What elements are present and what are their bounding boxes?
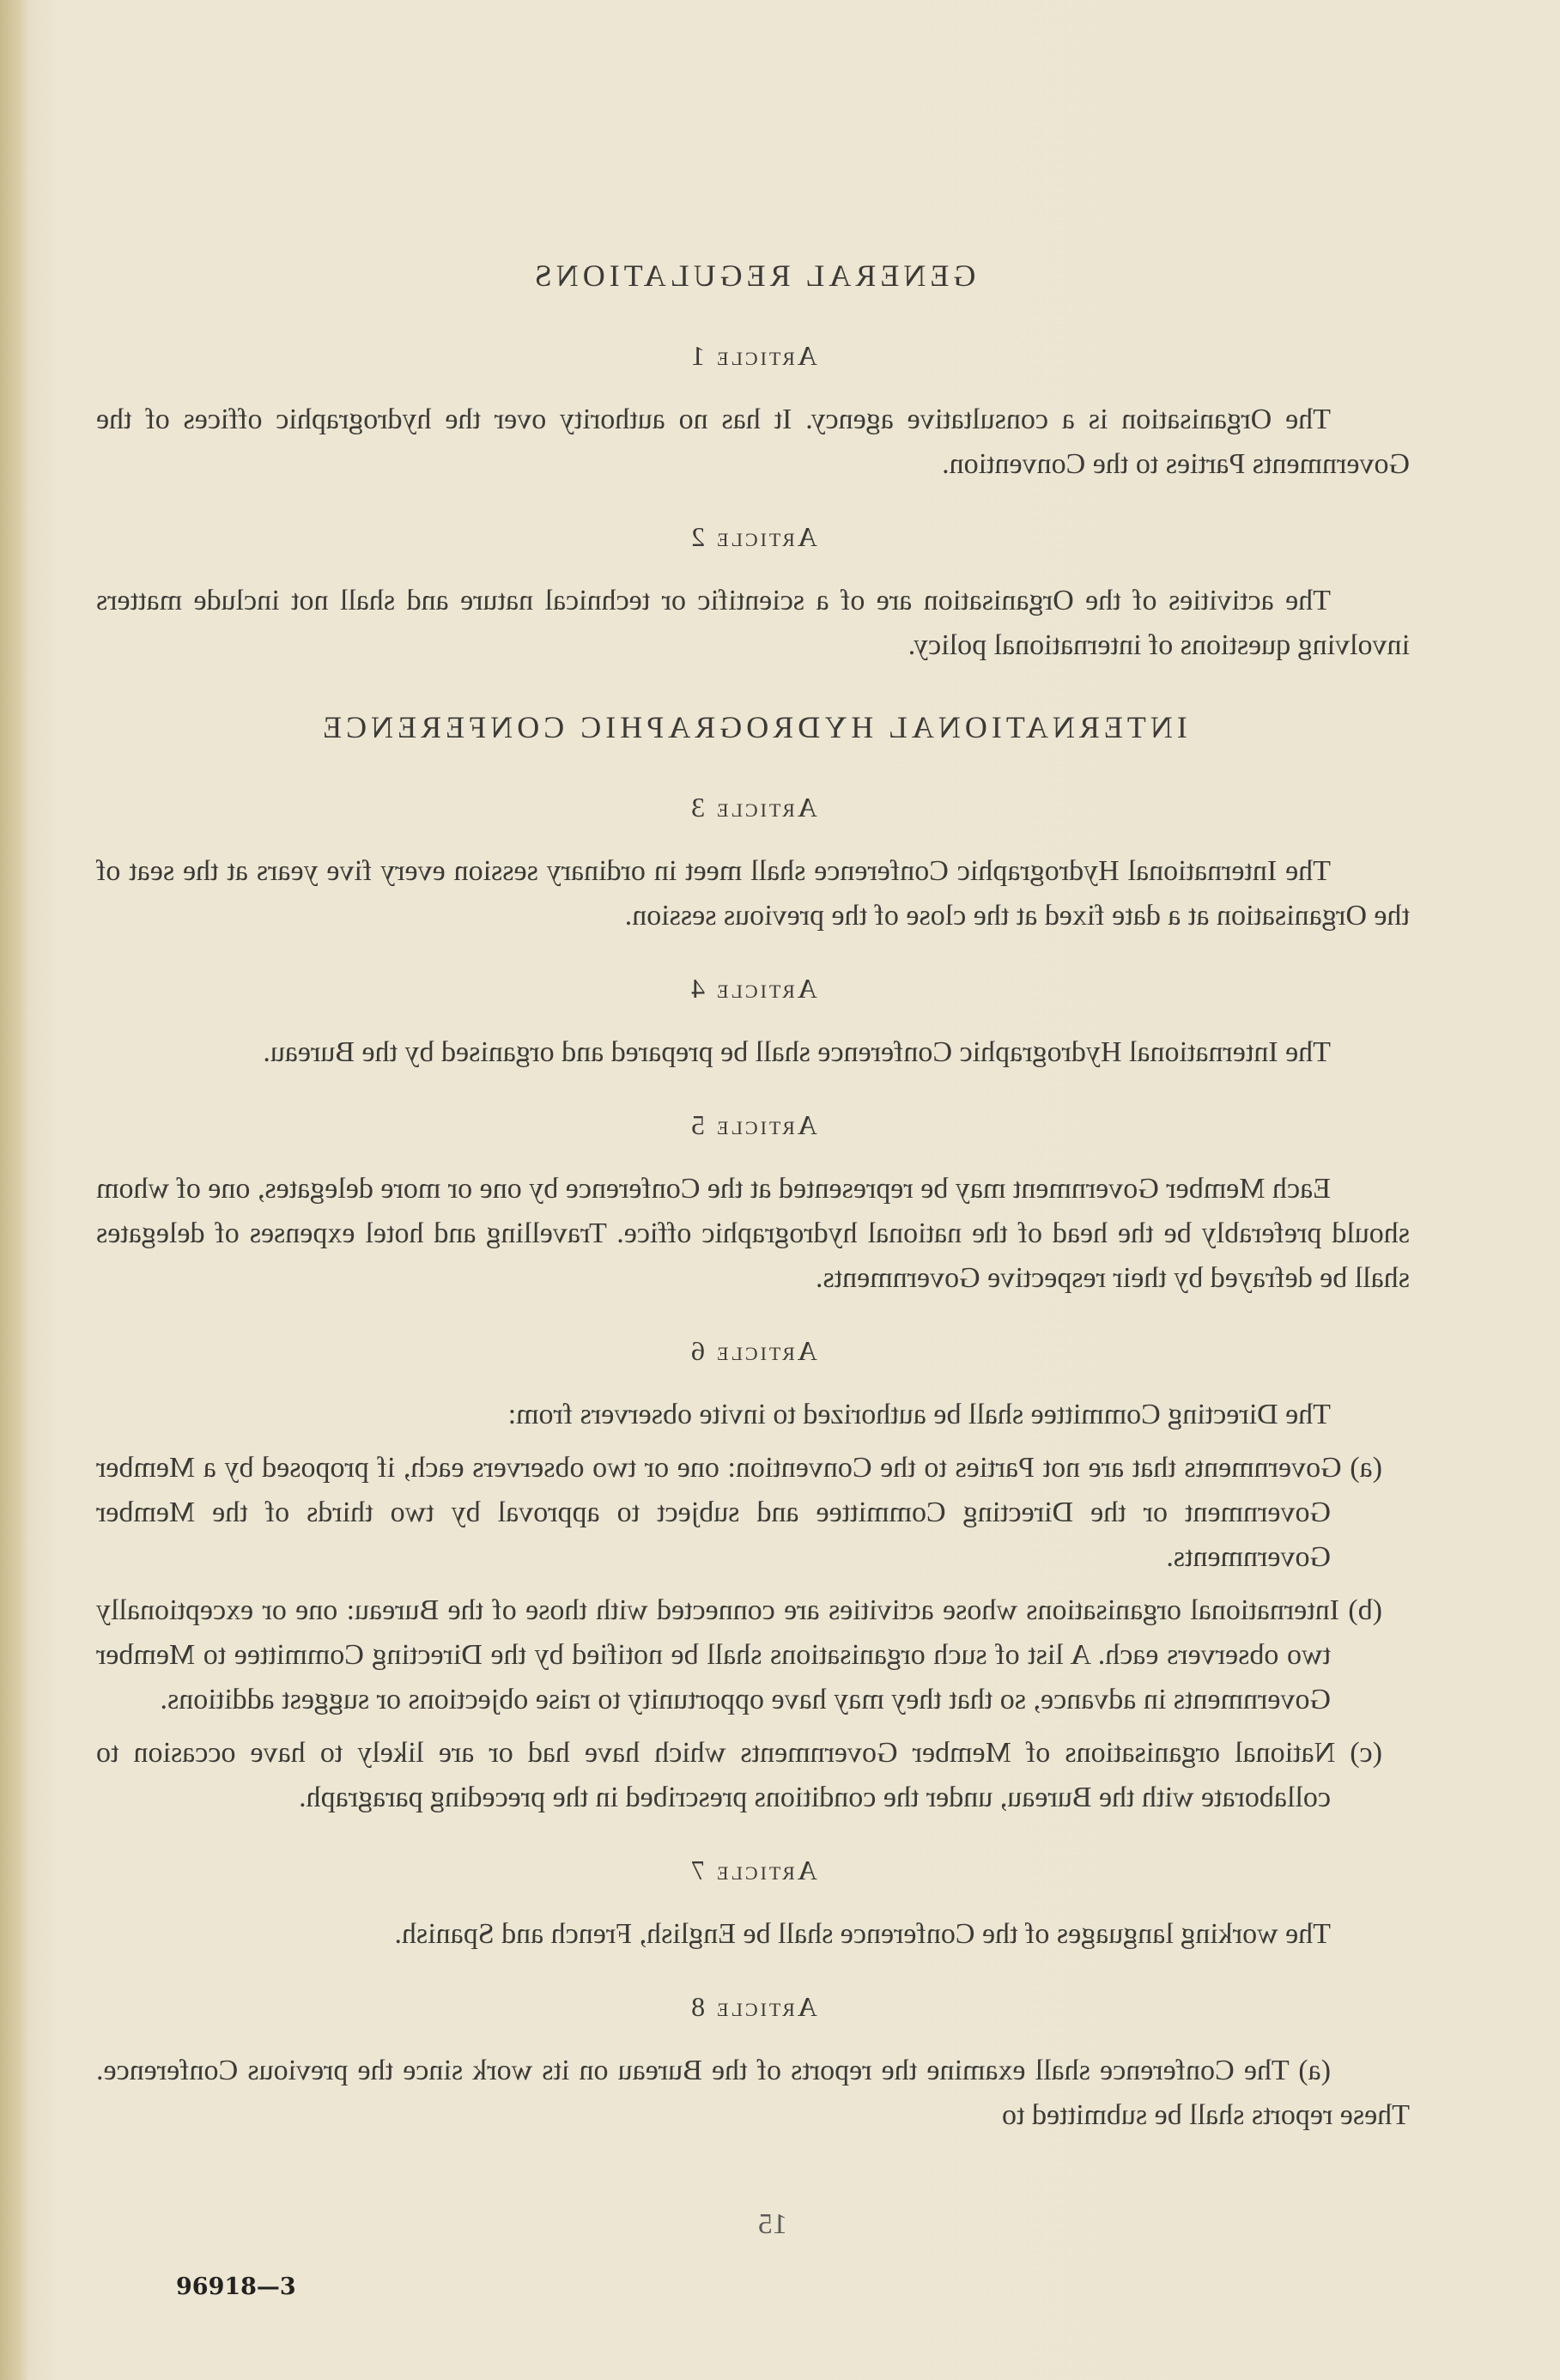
article-3-title: Article 3	[689, 792, 817, 823]
article-1-text: The Organisation is a consultative agency. It has no authority over the hydrographic offices of the Governments Parties to the Convention.	[96, 404, 1410, 480]
article-4-text: The International Hydrographic Conference shall be prepared and organised by the Bureau.	[263, 1036, 1331, 1068]
page-number: 15	[758, 2208, 787, 2240]
page-binding-shadow	[0, 0, 29, 2380]
section-title-conference: INTERNATIONAL HYDROGRAPHIC CONFERENCE	[319, 710, 1187, 744]
article-6-item-a: (a) Governments that are not Parties to the Convention: one or two observers each, if proposed by a Member Government or the Directing Committee and subject to approval by two thirds of the Member Governments.	[96, 1452, 1382, 1573]
article-2-title: Article 2	[689, 521, 817, 552]
article-7-text: The working languages of the Conference shall be English, French and Spanish.	[394, 1918, 1331, 1950]
article-5-text: Each Member Government may be represented at the Conference by one or more delegates, one of whom should preferably be the head of the national hydrographic office. Travelling and hotel expenses of delegates shall be defrayed by their respective Governments.	[96, 1173, 1410, 1294]
article-8-text: (a) The Conference shall examine the reports of the Bureau on its work since the previous Conference. These reports shall be submitted to	[96, 2055, 1410, 2131]
article-4-title: Article 4	[689, 973, 817, 1004]
article-1-title: Article 1	[689, 340, 817, 371]
article-2-text: The activities of the Organisation are of a scientific or technical nature and shall not include matters involving questions of international policy.	[96, 585, 1410, 661]
article-6-item-b: (b) International organisations whose activities are connected with those of the Bureau: one or exceptionally two observers each. A list of such organisations shall be notified by the Directing Committee to Member Governments in advance, so that they may have opportunity to raise objections or suggest additions.	[96, 1594, 1382, 1715]
print-code: 96918—3	[176, 2274, 296, 2300]
section-title-general: GENERAL REGULATIONS	[530, 258, 976, 293]
article-8-title: Article 8	[689, 1991, 817, 2022]
article-6-item-c: (c) National organisations of Member Governments which have had or are likely to have occasion to collaborate with the Bureau, under the conditions prescribed in the preceding paragraph.	[96, 1737, 1382, 1813]
article-6-title: Article 6	[689, 1335, 817, 1366]
article-7-title: Article 7	[689, 1855, 817, 1885]
article-6-intro: The Directing Committee shall be authorized to invite observers from:	[507, 1399, 1331, 1430]
article-5-title: Article 5	[689, 1109, 817, 1140]
document-body	[96, 258, 1410, 2138]
article-3-text: The International Hydrographic Conference shall meet in ordinary session every five years at the seat of the Organisation at a date fixed at the close of the previous session.	[96, 855, 1410, 932]
